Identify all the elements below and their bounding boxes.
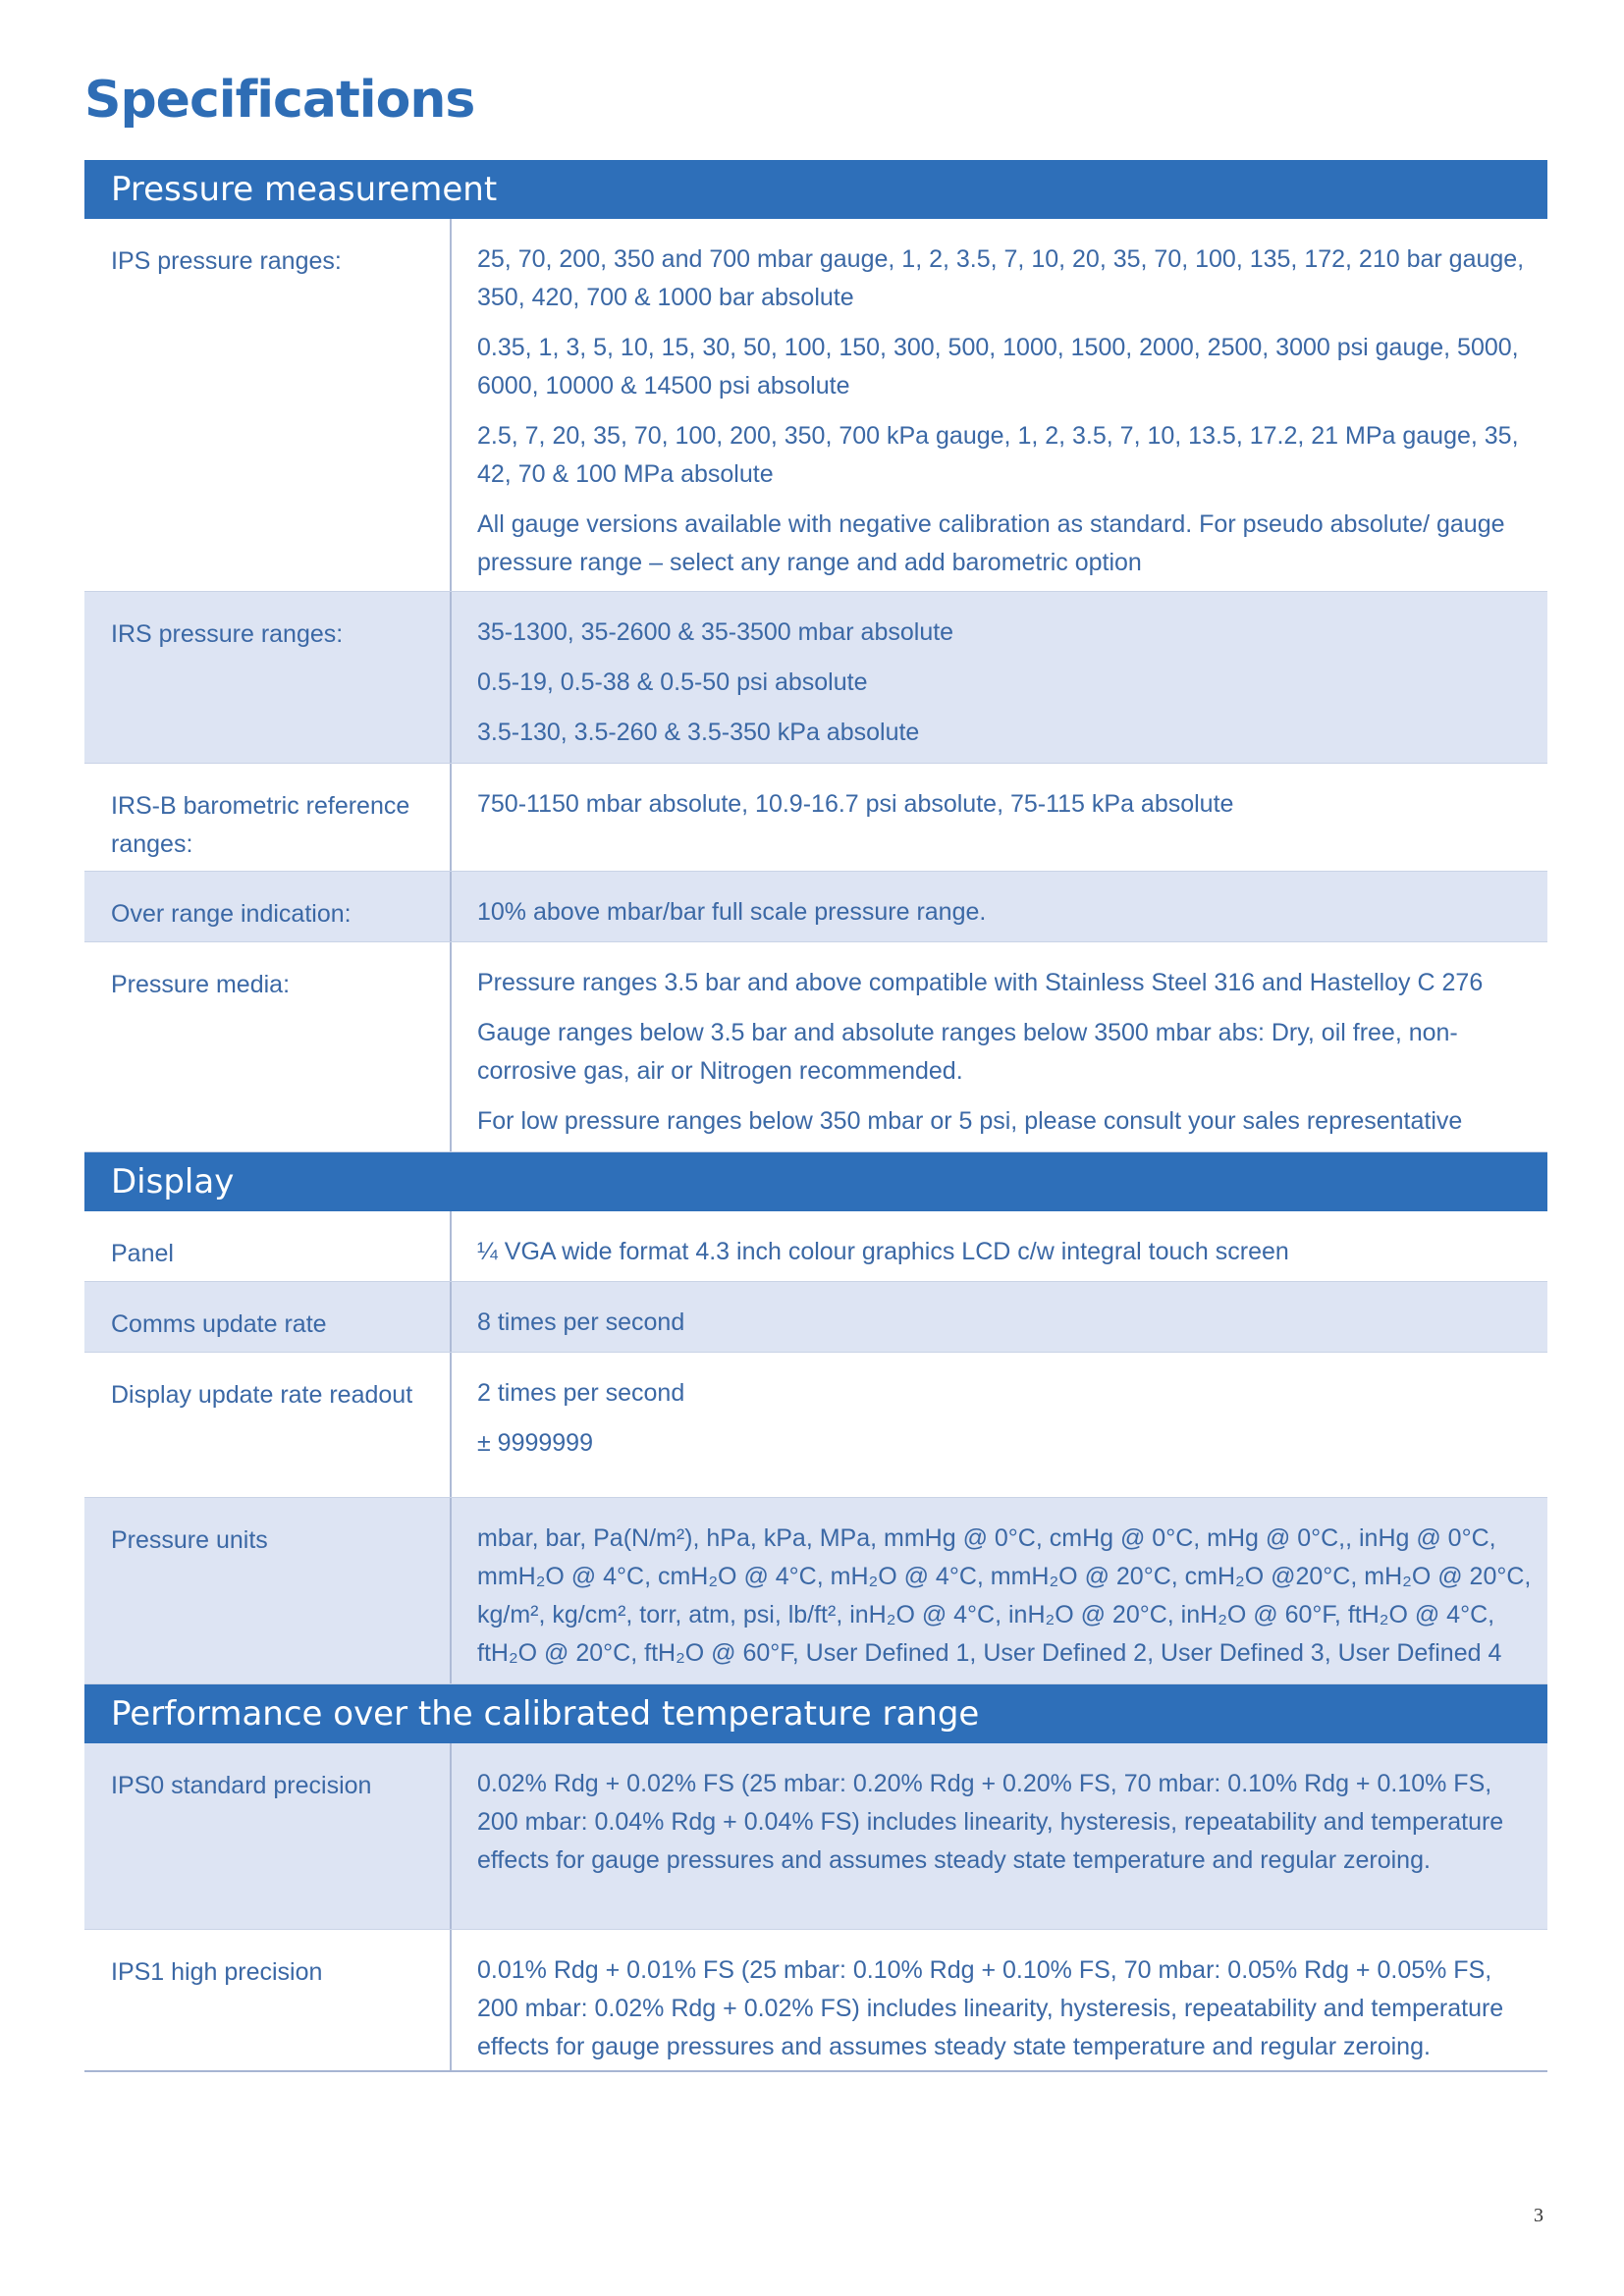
spec-label: IPS0 standard precision bbox=[84, 1743, 452, 1929]
section-header: Display bbox=[84, 1152, 1547, 1211]
spec-values bbox=[452, 942, 1547, 1151]
spec-row bbox=[84, 942, 1547, 1152]
spec-values bbox=[452, 219, 1547, 591]
spec-value: 10% above mbar/bar full scale pressure range. bbox=[477, 898, 987, 926]
spec-value: For low pressure ranges below 350 mbar or 5 psi, please consult your sales representative bbox=[477, 1107, 1463, 1135]
spec-values bbox=[452, 872, 1547, 941]
spec-row bbox=[84, 1930, 1547, 2072]
spec-values bbox=[452, 1498, 1547, 1683]
section-header: Performance over the calibrated temperature range bbox=[84, 1684, 1547, 1743]
spec-value: All gauge versions available with negative calibration as standard. For pseudo absolute/ gauge pressure range – select any range and add barometric option bbox=[477, 510, 1505, 576]
spec-label: IRS pressure ranges: bbox=[84, 592, 452, 763]
spec-label: Panel bbox=[84, 1211, 452, 1281]
spec-value: 0.35, 1, 3, 5, 10, 15, 30, 50, 100, 150, 300, 500, 1000, 1500, 2000, 2500, 3000 psi gauge, 5000, 6000, 10000 & 14500 psi absolute bbox=[477, 334, 1519, 400]
spec-value: 3.5-130, 3.5-260 & 3.5-350 kPa absolute bbox=[477, 719, 920, 746]
spec-row bbox=[84, 872, 1547, 942]
spec-value: 0.5-19, 0.5-38 & 0.5-50 psi absolute bbox=[477, 668, 868, 696]
spec-label: Pressure units bbox=[84, 1498, 452, 1683]
spec-table bbox=[84, 160, 1547, 2072]
spec-value: 2.5, 7, 20, 35, 70, 100, 200, 350, 700 kPa gauge, 1, 2, 3.5, 7, 10, 13.5, 17.2, 21 MPa gauge, 35, 42, 70 & 100 MPa absolute bbox=[477, 422, 1519, 488]
spec-value: mbar, bar, Pa(N/m²), hPa, kPa, MPa, mmHg @ 0°C, cmHg @ 0°C, mHg @ 0°C,, inHg @ 0°C, mmH₂O @ 4°C, cmH₂O @ 4°C, mH₂O @ 4°C, mmH₂O @ 20°C, cmH₂O @20°C, mH₂O @ 20°C, kg/m², kg/cm², torr, atm, psi, lb/ft², inH₂O @ 4°C, inH₂O @ 20°C, inH₂O @ 60°F, ftH₂O @ 4°C, ftH₂O @ 20°C, ftH₂O @ 60°F, User Defined 1, User Defined 2, User Defined 3, User Defined 4 bbox=[477, 1524, 1532, 1667]
spec-values bbox=[452, 1211, 1547, 1281]
spec-row bbox=[84, 1743, 1547, 1930]
spec-row bbox=[84, 764, 1547, 872]
spec-value: 2 times per second bbox=[477, 1379, 685, 1407]
spec-value: 750-1150 mbar absolute, 10.9-16.7 psi absolute, 75-115 kPa absolute bbox=[477, 790, 1234, 818]
spec-row bbox=[84, 1498, 1547, 1684]
spec-value: 0.01% Rdg + 0.01% FS (25 mbar: 0.10% Rdg + 0.10% FS, 70 mbar: 0.05% Rdg + 0.05% FS, 200 mbar: 0.02% Rdg + 0.02% FS) includes linearity, hysteresis, repeatability and temperature effects for gauge pressures and assumes steady state temperature and regular zeroing. bbox=[477, 1956, 1504, 2060]
spec-label: IPS1 high precision bbox=[84, 1930, 452, 2070]
page-number: 3 bbox=[1534, 2205, 1543, 2226]
spec-row bbox=[84, 1353, 1547, 1498]
spec-value: ¼ VGA wide format 4.3 inch colour graphics LCD c/w integral touch screen bbox=[477, 1238, 1289, 1265]
spec-values bbox=[452, 1282, 1547, 1352]
page-title: Specifications bbox=[84, 71, 475, 130]
spec-row bbox=[84, 592, 1547, 764]
spec-value: Gauge ranges below 3.5 bar and absolute ranges below 3500 mbar abs: Dry, oil free, non-corrosive gas, air or Nitrogen recommended. bbox=[477, 1019, 1458, 1085]
spec-value: ± 9999999 bbox=[477, 1429, 593, 1457]
spec-values bbox=[452, 1743, 1547, 1929]
spec-values bbox=[452, 764, 1547, 871]
spec-value: 0.02% Rdg + 0.02% FS (25 mbar: 0.20% Rdg + 0.20% FS, 70 mbar: 0.10% Rdg + 0.10% FS, 200 mbar: 0.04% Rdg + 0.04% FS) includes linearity, hysteresis, repeatability and temperature effects for gauge pressures and assumes steady state temperature and regular zeroing. bbox=[477, 1770, 1504, 1874]
spec-label: Display update rate readout bbox=[84, 1353, 452, 1497]
spec-value: 35-1300, 35-2600 & 35-3500 mbar absolute bbox=[477, 618, 954, 646]
spec-value: Pressure ranges 3.5 bar and above compatible with Stainless Steel 316 and Hastelloy C 276 bbox=[477, 969, 1484, 996]
spec-label: IRS-B barometric reference ranges: bbox=[84, 764, 452, 871]
spec-values bbox=[452, 1930, 1547, 2070]
spec-value: 8 times per second bbox=[477, 1308, 685, 1336]
section-header: Pressure measurement bbox=[84, 160, 1547, 219]
spec-row bbox=[84, 219, 1547, 592]
spec-row bbox=[84, 1282, 1547, 1353]
spec-value: 25, 70, 200, 350 and 700 mbar gauge, 1, 2, 3.5, 7, 10, 20, 35, 70, 100, 135, 172, 210 bar gauge, 350, 420, 700 & 1000 bar absolute bbox=[477, 245, 1525, 311]
spec-values bbox=[452, 592, 1547, 763]
spec-row bbox=[84, 1211, 1547, 1282]
spec-label: IPS pressure ranges: bbox=[84, 219, 452, 591]
spec-values bbox=[452, 1353, 1547, 1497]
spec-label: Over range indication: bbox=[84, 872, 452, 941]
spec-label: Pressure media: bbox=[84, 942, 452, 1151]
spec-label: Comms update rate bbox=[84, 1282, 452, 1352]
